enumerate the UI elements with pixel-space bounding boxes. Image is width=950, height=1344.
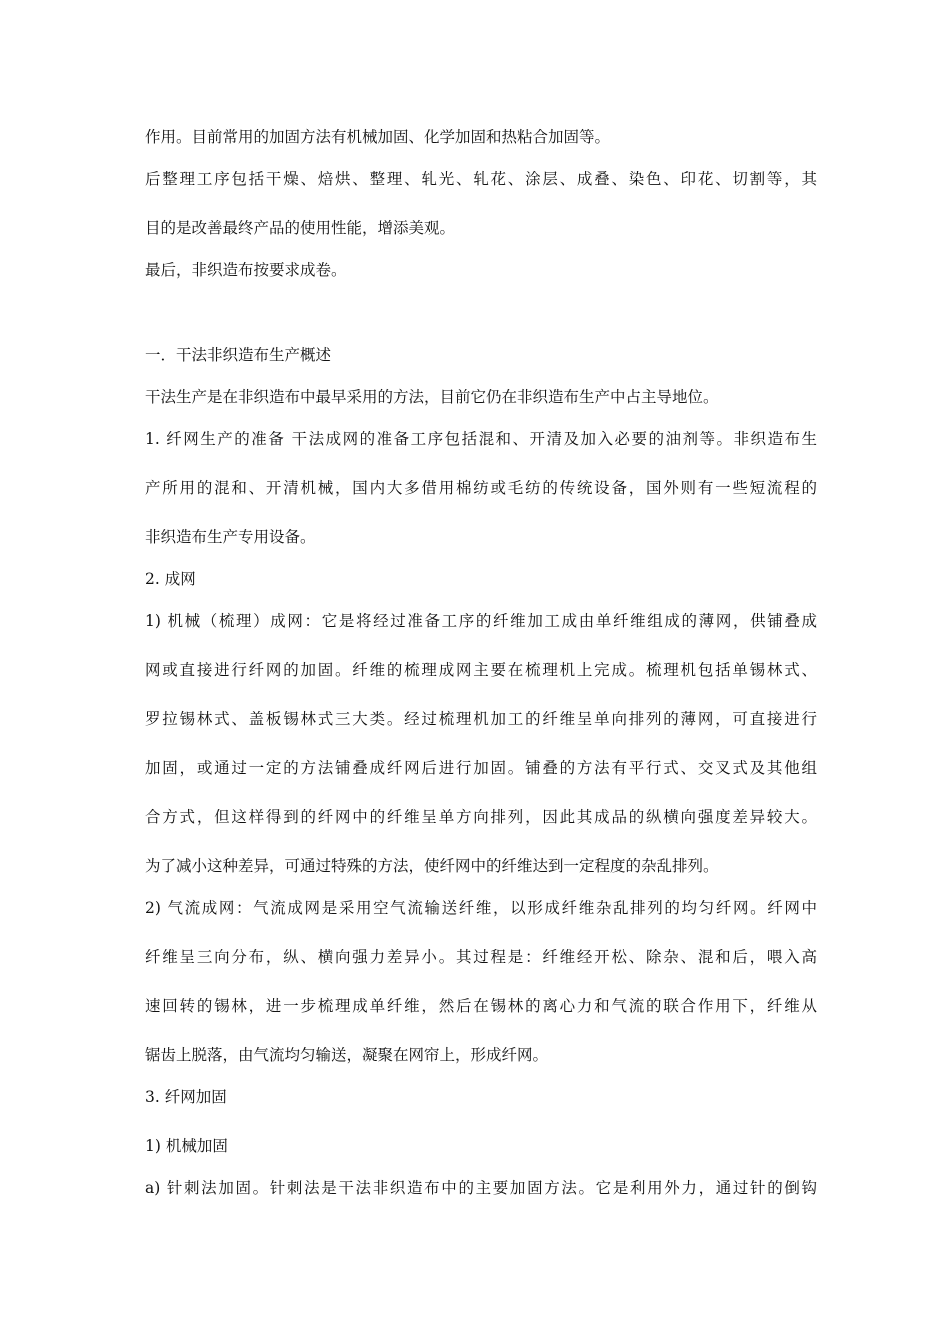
text-line: 速回转的锡林，进一步梳理成单纤维，然后在锡林的离心力和气流的联合作用下，纤维从 xyxy=(145,997,817,1015)
text-line: 非织造布生产专用设备。 xyxy=(145,528,316,546)
text-line: 后整理工序包括干燥、焙烘、整理、轧光、轧花、涂层、成叠、染色、印花、切割等，其 xyxy=(145,170,817,188)
subheading: 2. 成网 xyxy=(145,570,196,588)
text-line: 2) 气流成网：气流成网是采用空气流输送纤维，以形成纤维杂乱排列的均匀纤网。纤网中 xyxy=(145,899,817,917)
text-line: 1. 纤网生产的准备 干法成网的准备工序包括混和、开清及加入必要的油剂等。非织造布生 xyxy=(145,430,817,448)
text-line: 纤维呈三向分布，纵、横向强力差异小。其过程是：纤维经开松、除杂、混和后，喂入高 xyxy=(145,948,817,966)
text-line: 加固，或通过一定的方法铺叠成纤网后进行加固。铺叠的方法有平行式、交叉式及其他组 xyxy=(145,759,817,777)
text-line: 为了减小这种差异，可通过特殊的方法，使纤网中的纤维达到一定程度的杂乱排列。 xyxy=(145,857,719,875)
text-line: 网或直接进行纤网的加固。纤维的梳理成网主要在梳理机上完成。梳理机包括单锡林式、 xyxy=(145,661,817,679)
text-line: 目的是改善最终产品的使用性能，增添美观。 xyxy=(145,219,456,237)
section-heading: 一．干法非织造布生产概述 xyxy=(145,346,332,364)
text-line: 作用。目前常用的加固方法有机械加固、化学加固和热粘合加固等。 xyxy=(145,128,611,146)
text-line: 罗拉锡林式、盖板锡林式三大类。经过梳理机加工的纤维呈单向排列的薄网，可直接进行 xyxy=(145,710,817,728)
subheading: 1) 机械加固 xyxy=(145,1137,228,1155)
text-line: 产所用的混和、开清机械，国内大多借用棉纺或毛纺的传统设备，国外则有一些短流程的 xyxy=(145,479,817,497)
subheading: 3. 纤网加固 xyxy=(145,1088,227,1106)
text-line: 合方式，但这样得到的纤网中的纤维呈单方向排列，因此其成品的纵横向强度差异较大。 xyxy=(145,808,817,826)
text-line: 干法生产是在非织造布中最早采用的方法，目前它仍在非织造布生产中占主导地位。 xyxy=(145,388,719,406)
text-line: 1) 机械（梳理）成网：它是将经过准备工序的纤维加工成由单纤维组成的薄网，供铺叠成 xyxy=(145,612,817,630)
text-line: 锯齿上脱落，由气流均匀输送，凝聚在网帘上，形成纤网。 xyxy=(145,1046,549,1064)
text-line: a) 针刺法加固。针刺法是干法非织造布中的主要加固方法。它是利用外力，通过针的倒钩 xyxy=(145,1179,817,1197)
text-line: 最后，非织造布按要求成卷。 xyxy=(145,261,347,279)
